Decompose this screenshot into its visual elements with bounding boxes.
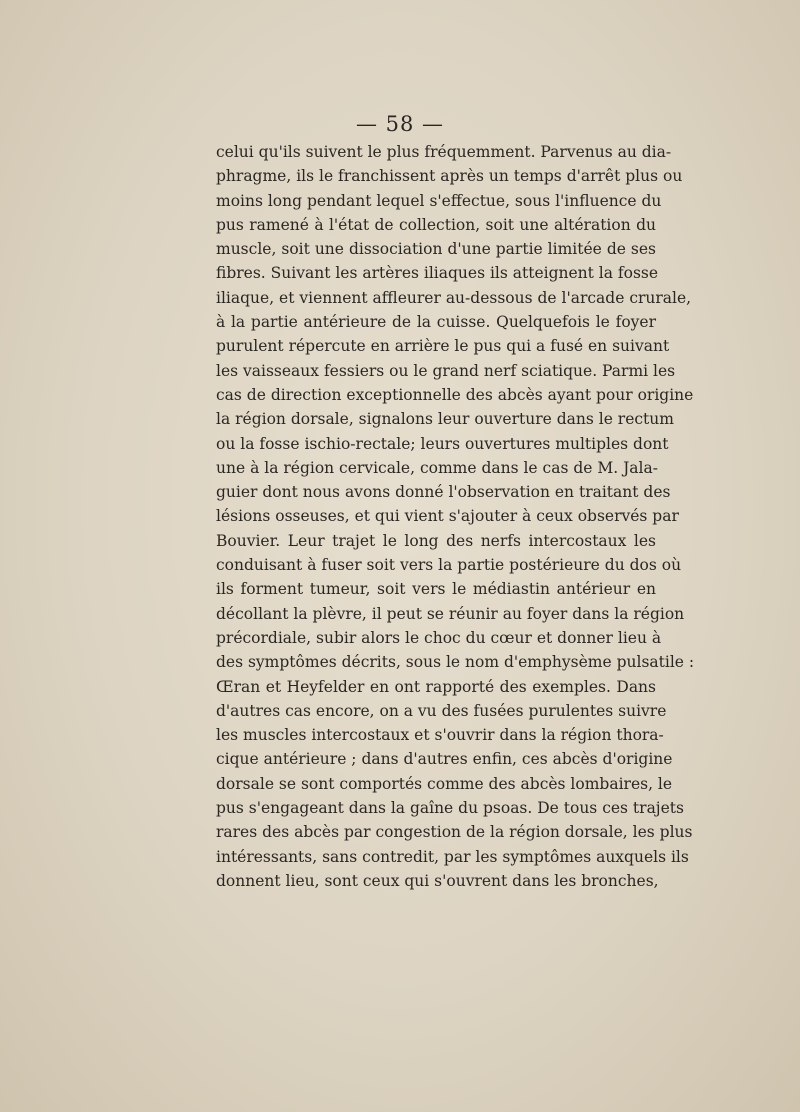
text-line: rares des abcès par congestion de la région dorsale, les plus bbox=[216, 823, 693, 842]
text-line: dorsale se sont comportés comme des abcès lombaires, le bbox=[216, 774, 673, 793]
text-line: pus ramené à l'état de collection, soit une altération du bbox=[216, 215, 656, 234]
text-line: conduisant à fuser soit vers la partie postérieure du dos où bbox=[216, 556, 682, 575]
text-line: celui qu'ils suivent le plus fréquemment. Parvenus au dia- bbox=[216, 143, 672, 161]
text-line: cique antérieure ; dans d'autres enfin, ces abcès d'origine bbox=[216, 750, 673, 769]
text-line: Bouvier. Leur trajet le long des nerfs intercostaux les bbox=[216, 531, 656, 550]
text-line: cas de direction exceptionnelle des abcès ayant pour origine bbox=[216, 385, 694, 404]
text-line: ils forment tumeur, soit vers le médiastin antérieur en bbox=[216, 580, 656, 599]
text-line: d'autres cas encore, on a vu des fusées purulentes suivre bbox=[216, 701, 667, 720]
text-line: guier dont nous avons donné l'observation en traitant des bbox=[216, 483, 671, 502]
text-line: donnent lieu, sont ceux qui s'ouvrent dans les bronches, bbox=[216, 871, 659, 890]
text-line: les vaisseaux fessiers ou le grand nerf sciatique. Parmi les bbox=[216, 361, 676, 380]
text-line: Œran et Heyfelder en ont rapporté des exemples. Dans bbox=[216, 677, 656, 696]
text-line: phragme, ils le franchissent après un temps d'arrêt plus ou bbox=[216, 167, 683, 186]
text-line: pus s'engageant dans la gaîne du psoas. De tous ces trajets bbox=[216, 799, 684, 818]
text-line: intéressants, sans contredit, par les symptômes auxquels ils bbox=[216, 847, 689, 866]
text-line: décollant la plèvre, il peut se réunir au foyer dans la région bbox=[216, 604, 685, 623]
text-line: des symptômes décrits, sous le nom d'emphysème pulsatile : bbox=[216, 653, 695, 672]
text-line: iliaque, et viennent affleurer au-dessous de l'arcade crurale, bbox=[216, 288, 692, 307]
text-line: moins long pendant lequel s'effectue, sous l'influence du bbox=[216, 191, 662, 210]
page-number: — 58 — bbox=[355, 112, 445, 136]
text-line: ou la fosse ischio-rectale; leurs ouvertures multiples dont bbox=[216, 434, 669, 453]
text-line: précordiale, subir alors le choc du cœur et donner lieu à bbox=[216, 628, 662, 647]
text-line: les muscles intercostaux et s'ouvrir dans la région thora- bbox=[216, 726, 664, 745]
text-line: muscle, soit une dissociation d'une partie limitée de ses bbox=[216, 240, 656, 259]
text-line: fibres. Suivant les artères iliaques ils atteignent la fosse bbox=[216, 264, 659, 283]
text-line: lésions osseuses, et qui vient s'ajouter à ceux observés par bbox=[216, 507, 679, 526]
text-line: la région dorsale, signalons leur ouverture dans le rectum bbox=[216, 410, 674, 429]
text-line: à la partie antérieure de la cuisse. Quelquefois le foyer bbox=[216, 313, 656, 332]
body-text bbox=[216, 140, 695, 893]
text-line: une à la région cervicale, comme dans le cas de M. Jala- bbox=[216, 458, 658, 477]
text-line: purulent répercute en arrière le pus qui a fusé en suivant bbox=[216, 337, 670, 356]
